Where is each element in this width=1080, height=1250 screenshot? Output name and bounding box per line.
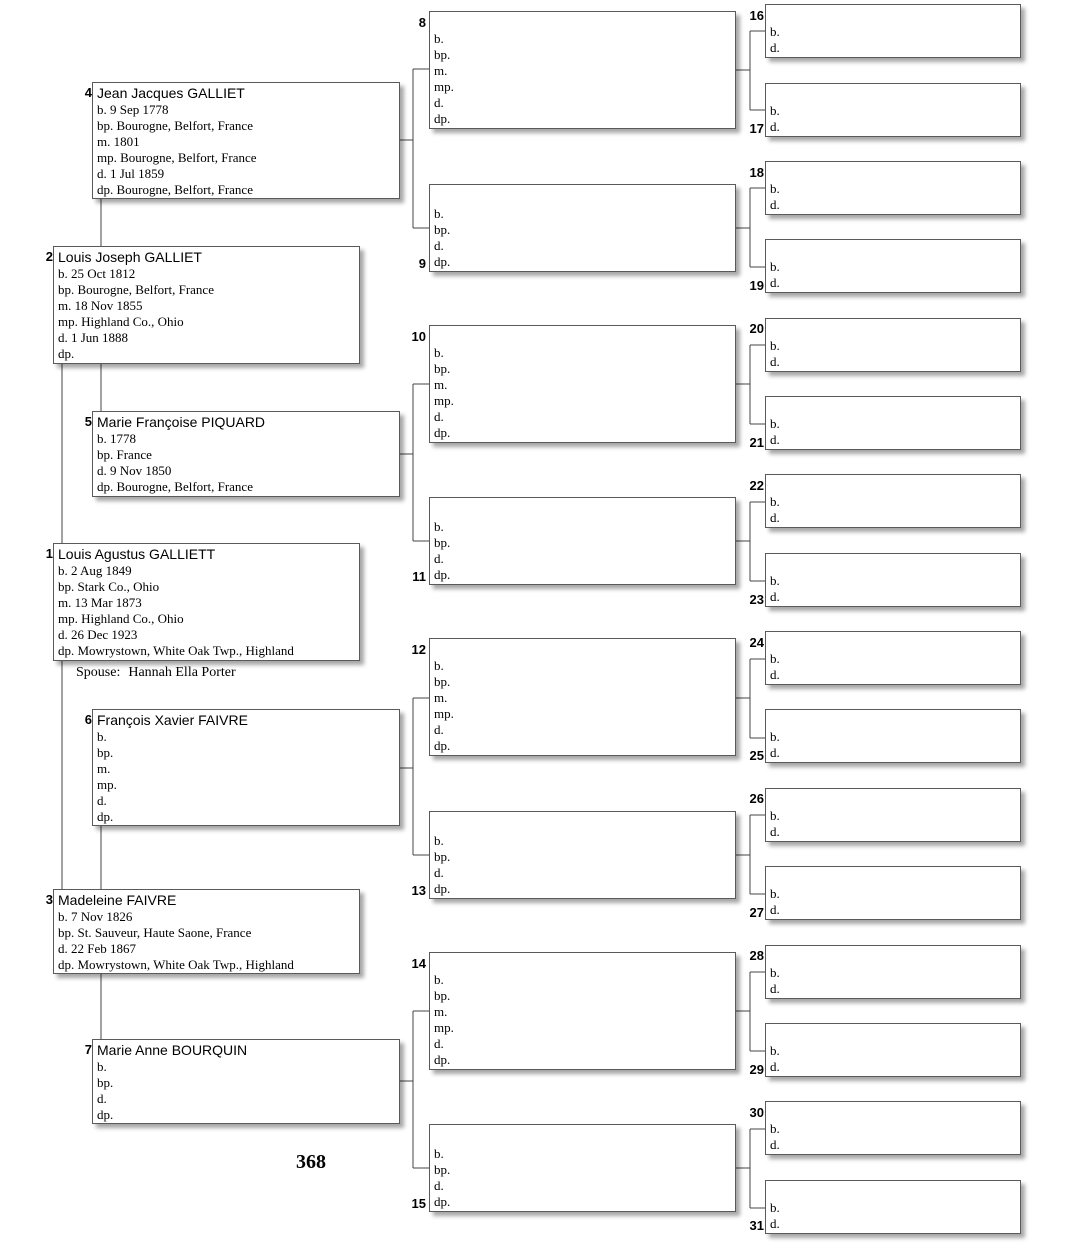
person-detail-line: b. — [770, 338, 780, 353]
person-fields — [58, 892, 294, 973]
person-box-10 — [429, 325, 736, 443]
person-number-4: 4 — [84, 85, 92, 100]
person-detail-line: b. — [770, 259, 780, 274]
person-detail-line: bp. — [434, 674, 451, 689]
person-detail-line: b. — [770, 103, 780, 118]
person-fields — [770, 259, 780, 291]
connector-13-to-26-27 — [736, 815, 766, 894]
person-number-12: 12 — [411, 642, 426, 657]
person-number-28: 28 — [749, 948, 764, 963]
person-number-24: 24 — [749, 635, 764, 650]
person-box-25 — [765, 709, 1021, 763]
person-number-9: 9 — [418, 256, 426, 271]
person-detail-line: d. — [770, 197, 780, 212]
person-number-6: 6 — [84, 712, 92, 727]
person-detail-line: mp. — [434, 79, 454, 94]
person-detail-line: b. — [434, 658, 444, 673]
person-detail-line: b. — [770, 24, 780, 39]
person-number-3: 3 — [45, 892, 53, 907]
person-number-2: 2 — [45, 249, 53, 264]
person-box-27 — [765, 866, 1021, 920]
person-box-11 — [429, 497, 736, 585]
person-detail-line: dp. Bourogne, Belfort, France — [97, 479, 253, 494]
connector-7-to-14-15 — [400, 1011, 430, 1168]
person-number-17: 17 — [749, 121, 764, 136]
person-number-15: 15 — [411, 1196, 426, 1211]
person-fields — [58, 546, 294, 659]
person-fields — [770, 494, 780, 526]
person-box-21 — [765, 396, 1021, 450]
person-detail-line: bp. — [97, 745, 114, 760]
person-box-13 — [429, 811, 736, 899]
person-box-29 — [765, 1023, 1021, 1077]
person-detail-line: dp. — [434, 1052, 451, 1067]
person-name: Louis Joseph GALLIET — [58, 249, 202, 265]
person-detail-line: b. — [770, 729, 780, 744]
person-detail-line: b. — [770, 808, 780, 823]
person-number-30: 30 — [749, 1105, 764, 1120]
connector-8-to-16-17 — [736, 31, 766, 110]
person-detail-line: b. — [97, 1059, 107, 1074]
person-detail-line: b. 2 Aug 1849 — [58, 563, 132, 578]
person-fields — [770, 338, 780, 370]
person-fields — [97, 414, 265, 495]
person-detail-line: d. — [770, 354, 780, 369]
person-detail-line: b. — [434, 206, 444, 221]
person-box-14 — [429, 952, 736, 1070]
person-detail-line: dp. — [434, 254, 451, 269]
person-detail-line: m. 18 Nov 1855 — [58, 298, 143, 313]
person-number-29: 29 — [749, 1062, 764, 1077]
person-detail-line: d. 9 Nov 1850 — [97, 463, 172, 478]
person-fields — [770, 1200, 780, 1232]
person-detail-line: dp. — [434, 567, 451, 582]
person-fields — [770, 103, 780, 135]
person-detail-line: d. 22 Feb 1867 — [58, 941, 136, 956]
person-detail-line: bp. — [434, 849, 451, 864]
person-detail-line: d. — [97, 793, 107, 808]
person-fields — [434, 1146, 450, 1210]
person-fields — [770, 1121, 780, 1153]
person-detail-line: d. — [770, 745, 780, 760]
person-box-22 — [765, 474, 1021, 528]
person-number-27: 27 — [749, 905, 764, 920]
connector-15-to-30-31 — [736, 1129, 766, 1208]
person-detail-line: dp. — [58, 346, 75, 361]
person-detail-line: m. — [434, 63, 448, 78]
person-box-23 — [765, 553, 1021, 607]
person-number-20: 20 — [749, 321, 764, 336]
person-detail-line: dp. — [434, 1194, 451, 1209]
person-number-31: 31 — [749, 1218, 764, 1233]
person-fields — [97, 1042, 247, 1123]
person-number-5: 5 — [84, 414, 92, 429]
person-detail-line: b. — [434, 972, 444, 987]
person-detail-line: bp. Bourogne, Belfort, France — [97, 118, 253, 133]
spouse-name: Hannah Ella Porter — [128, 665, 236, 680]
person-detail-line: b. 25 Oct 1812 — [58, 266, 136, 281]
person-fields — [434, 519, 450, 583]
person-detail-line: dp. — [434, 881, 451, 896]
person-number-7: 7 — [84, 1042, 92, 1057]
person-detail-line: d. — [434, 1178, 444, 1193]
person-detail-line: d. — [770, 510, 780, 525]
person-fields — [434, 658, 454, 754]
person-detail-line: mp. Highland Co., Ohio — [58, 611, 184, 626]
person-fields — [770, 1043, 780, 1075]
person-detail-line: d. — [434, 722, 444, 737]
person-detail-line: b. — [770, 181, 780, 196]
person-name: Louis Agustus GALLIETT — [58, 546, 216, 562]
person-fields — [770, 729, 780, 761]
person-number-16: 16 — [749, 8, 764, 23]
person-fields — [434, 206, 450, 270]
page-number: 368 — [296, 1151, 326, 1173]
person-detail-line: dp. Mowrystown, White Oak Twp., Highland — [58, 643, 294, 658]
person-detail-line: mp. — [97, 777, 117, 792]
person-detail-line: b. — [434, 31, 444, 46]
person-detail-line: m. — [434, 690, 448, 705]
person-number-25: 25 — [749, 748, 764, 763]
person-detail-line: b. — [434, 519, 444, 534]
person-detail-line: mp. — [434, 1020, 454, 1035]
person-number-14: 14 — [411, 956, 426, 971]
person-detail-line: b. — [770, 1200, 780, 1215]
person-detail-line: b. — [434, 345, 444, 360]
person-box-20 — [765, 318, 1021, 372]
person-fields — [434, 31, 454, 127]
person-detail-line: m. 13 Mar 1873 — [58, 595, 142, 610]
person-detail-line: dp. — [434, 738, 451, 753]
person-detail-line: b. 7 Nov 1826 — [58, 909, 133, 924]
person-detail-line: d. — [770, 589, 780, 604]
person-detail-line: b. — [434, 1146, 444, 1161]
connector-9-to-18-19 — [736, 188, 766, 267]
person-detail-line: d. — [770, 981, 780, 996]
person-number-23: 23 — [749, 592, 764, 607]
person-number-26: 26 — [749, 791, 764, 806]
person-detail-line: mp. — [434, 706, 454, 721]
person-detail-line: b. — [770, 416, 780, 431]
person-fields — [434, 972, 454, 1068]
person-detail-line: mp. Bourogne, Belfort, France — [97, 150, 257, 165]
connector-5-to-10-11 — [400, 384, 430, 541]
person-detail-line: d. — [434, 865, 444, 880]
person-detail-line: d. — [434, 409, 444, 424]
connector-14-to-28-29 — [736, 972, 766, 1051]
person-detail-line: bp. Bourogne, Belfort, France — [58, 282, 214, 297]
person-detail-line: mp. — [434, 393, 454, 408]
person-fields — [770, 651, 780, 683]
spouse-line — [76, 665, 236, 681]
person-detail-line: b. 9 Sep 1778 — [97, 102, 169, 117]
person-fields — [770, 181, 780, 213]
person-fields — [434, 833, 450, 897]
person-detail-line: b. — [770, 1043, 780, 1058]
person-detail-line: bp. — [97, 1075, 114, 1090]
person-fields — [770, 886, 780, 918]
person-box-18 — [765, 161, 1021, 215]
person-number-11: 11 — [412, 569, 426, 584]
person-number-13: 13 — [411, 883, 426, 898]
person-box-31 — [765, 1180, 1021, 1234]
person-box-26 — [765, 788, 1021, 842]
person-fields — [58, 249, 214, 362]
person-box-19 — [765, 239, 1021, 293]
person-detail-line: d. — [770, 667, 780, 682]
person-detail-line: d. 26 Dec 1923 — [58, 627, 138, 642]
person-fields — [434, 345, 454, 441]
person-detail-line: d. — [770, 1216, 780, 1231]
person-detail-line: m. — [434, 377, 448, 392]
person-detail-line: d. — [434, 1036, 444, 1051]
person-detail-line: b. 1778 — [97, 431, 136, 446]
person-box-2 — [53, 246, 360, 364]
person-detail-line: d. — [770, 275, 780, 290]
person-name: Jean Jacques GALLIET — [97, 85, 245, 101]
person-name: Madeleine FAIVRE — [58, 892, 177, 908]
person-fields — [97, 85, 257, 198]
person-box-12 — [429, 638, 736, 756]
person-detail-line: d. — [434, 238, 444, 253]
spouse-label: Spouse: — [76, 665, 121, 680]
connector-4-to-8-9 — [400, 69, 430, 228]
person-detail-line: d. — [770, 432, 780, 447]
person-box-3 — [53, 889, 360, 974]
person-box-17 — [765, 83, 1021, 137]
person-detail-line: bp. — [434, 535, 451, 550]
person-name: Marie Anne BOURQUIN — [97, 1042, 248, 1058]
person-box-9 — [429, 184, 736, 272]
person-fields — [97, 712, 248, 825]
person-box-8 — [429, 11, 736, 129]
person-detail-line: d. — [97, 1091, 107, 1106]
person-detail-line: d. — [770, 119, 780, 134]
person-detail-line: d. 1 Jun 1888 — [58, 330, 129, 345]
person-detail-line: bp. France — [97, 447, 152, 462]
person-name: Marie Françoise PIQUARD — [97, 414, 266, 430]
person-detail-line: b. — [770, 965, 780, 980]
person-detail-line: d. 1 Jul 1859 — [97, 166, 165, 181]
person-box-16 — [765, 4, 1021, 58]
person-fields — [770, 24, 780, 56]
person-box-28 — [765, 945, 1021, 999]
person-name: François Xavier FAIVRE — [97, 712, 248, 728]
person-detail-line: dp. — [97, 809, 114, 824]
person-detail-line: dp. Mowrystown, White Oak Twp., Highland — [58, 957, 294, 972]
person-fields — [770, 573, 780, 605]
person-detail-line: bp. — [434, 988, 451, 1003]
person-detail-line: bp. St. Sauveur, Haute Saone, France — [58, 925, 252, 940]
person-box-5 — [92, 411, 400, 497]
person-detail-line: b. — [770, 651, 780, 666]
person-box-6 — [92, 709, 400, 826]
person-detail-line: d. — [770, 1059, 780, 1074]
person-detail-line: b. — [434, 833, 444, 848]
person-detail-line: m. — [434, 1004, 448, 1019]
person-detail-line: d. — [770, 1137, 780, 1152]
person-detail-line: bp. Stark Co., Ohio — [58, 579, 160, 594]
person-detail-line: m. — [97, 761, 111, 776]
person-detail-line: d. — [770, 40, 780, 55]
connector-12-to-24-25 — [736, 659, 766, 738]
person-fields — [770, 965, 780, 997]
person-fields — [770, 416, 780, 448]
person-box-15 — [429, 1124, 736, 1212]
person-detail-line: bp. — [434, 47, 451, 62]
person-box-30 — [765, 1101, 1021, 1155]
person-detail-line: d. — [770, 902, 780, 917]
person-number-10: 10 — [411, 329, 426, 344]
person-detail-line: mp. Highland Co., Ohio — [58, 314, 184, 329]
person-detail-line: b. — [770, 1121, 780, 1136]
person-detail-line: bp. — [434, 361, 451, 376]
person-detail-line: b. — [770, 494, 780, 509]
person-number-18: 18 — [749, 165, 764, 180]
person-detail-line: bp. — [434, 1162, 451, 1177]
person-detail-line: dp. — [434, 111, 451, 126]
person-box-7 — [92, 1039, 400, 1124]
connector-6-to-12-13 — [400, 698, 430, 855]
connector-11-to-22-23 — [736, 502, 766, 581]
person-fields — [770, 808, 780, 840]
person-number-1: 1 — [45, 546, 53, 561]
person-detail-line: b. — [770, 886, 780, 901]
person-detail-line: b. — [97, 729, 107, 744]
person-number-19: 19 — [749, 278, 764, 293]
person-detail-line: m. 1801 — [97, 134, 140, 149]
person-number-8: 8 — [418, 15, 426, 30]
person-detail-line: dp. Bourogne, Belfort, France — [97, 182, 253, 197]
person-detail-line: dp. — [434, 425, 451, 440]
person-detail-line: dp. — [97, 1107, 114, 1122]
person-detail-line: d. — [434, 551, 444, 566]
person-box-4 — [92, 82, 400, 199]
person-detail-line: d. — [770, 824, 780, 839]
person-box-24 — [765, 631, 1021, 685]
person-detail-line: bp. — [434, 222, 451, 237]
person-detail-line: b. — [770, 573, 780, 588]
person-number-22: 22 — [749, 478, 764, 493]
person-box-1 — [53, 543, 360, 661]
person-number-21: 21 — [749, 435, 764, 450]
person-detail-line: d. — [434, 95, 444, 110]
connector-10-to-20-21 — [736, 345, 766, 424]
